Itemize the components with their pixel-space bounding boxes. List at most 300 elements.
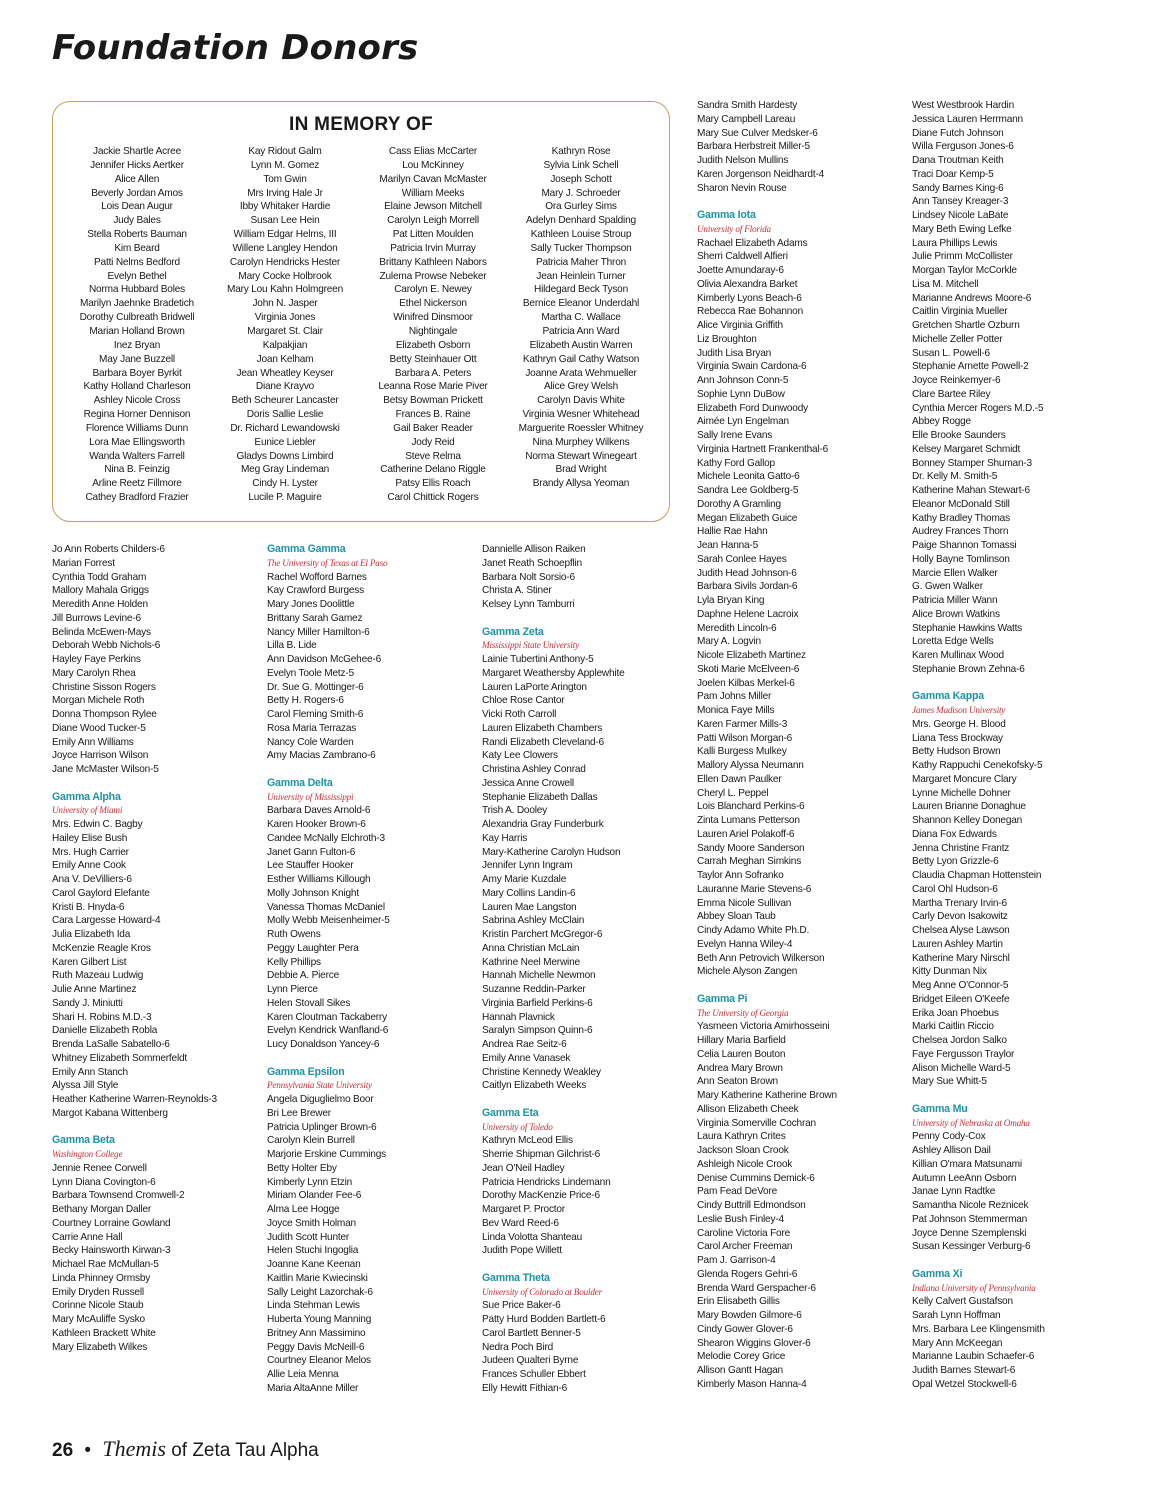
memorial-name: Winifred Dinsmoor — [393, 312, 473, 324]
donor-name: Erin Elisabeth Gillis — [697, 1296, 780, 1308]
donor-name: Faye Fergusson Traylor — [912, 1048, 1015, 1060]
donor-name: Yasmeen Victoria Amirhosseini — [697, 1021, 830, 1033]
memorial-name: Lou McKinney — [402, 159, 464, 171]
memorial-name: Cindy H. Lyster — [252, 478, 318, 490]
donor-name: Samantha Nicole Reznicek — [912, 1200, 1029, 1211]
donor-name: Saralyn Simpson Quinn-6 — [482, 1025, 593, 1037]
chapter-heading: Gamma Pi — [697, 992, 748, 1005]
donor-name: Mary Jones Doolittle — [267, 599, 355, 610]
donor-name: Kaitlin Marie Kwiecinski — [267, 1272, 368, 1284]
donor-name: Allie Leia Menna — [267, 1369, 339, 1380]
donor-name: Deborah Webb Nichols-6 — [52, 640, 161, 652]
donor-name: Kay Crawford Burgess — [267, 585, 364, 597]
donor-name: Ashleigh Nicole Crook — [697, 1158, 793, 1170]
donor-name: Judith Lisa Bryan — [697, 347, 772, 359]
donor-name: Michael Rae McMullan-5 — [52, 1259, 159, 1270]
donor-name: Jane McMaster Wilson-5 — [52, 764, 159, 775]
donor-name: Elle Brooke Saunders — [912, 430, 1006, 441]
donor-name: Mrs. Barbara Lee Klingensmith — [912, 1323, 1045, 1335]
donor-name: Judeen Qualteri Byrne — [482, 1355, 579, 1367]
donor-name: Karen Gilbert List — [52, 956, 127, 968]
memorial-name: Patsy Ellis Roach — [395, 478, 471, 490]
memorial-name: Zulema Prowse Nebeker — [379, 270, 487, 282]
donor-name: Stephanie Arnette Powell-2 — [912, 361, 1029, 373]
donor-name: Mary Elizabeth Wilkes — [52, 1341, 148, 1353]
donor-name: Esther Williams Killough — [267, 874, 371, 885]
donor-name: Denise Cummins Demick-6 — [697, 1172, 815, 1184]
donor-name: Mary Sue Culver Medsker-6 — [697, 127, 818, 139]
donor-name: Carol Gaylord Elefante — [52, 887, 150, 899]
memorial-name: Jean Heinlein Turner — [536, 270, 626, 282]
memorial-name: Norma Stewart Winegeart — [525, 450, 637, 462]
donor-name: Carrie Anne Hall — [52, 1231, 123, 1243]
donor-name: Patricia Uplinger Brown-6 — [267, 1121, 377, 1133]
donor-name: Michelle Zeller Potter — [912, 333, 1003, 345]
donor-name: Pam J. Garrison-4 — [697, 1255, 776, 1266]
donor-name: Cynthia Mercer Rogers M.D.-5 — [912, 402, 1044, 414]
memorial-name: Elaine Jewson Mitchell — [384, 201, 482, 213]
chapter-school: University of Mississippi — [267, 791, 354, 802]
chapter-school: University of Nebraska at Omaha — [912, 1117, 1030, 1128]
donor-name: Christine Kennedy Weakley — [482, 1066, 601, 1078]
donor-name: Dana Troutman Keith — [912, 155, 1004, 166]
donor-name: Lucy Donaldson Yancey-6 — [267, 1039, 380, 1050]
donor-name: Julie Anne Martinez — [52, 984, 137, 995]
donor-name: Linda Stehman Lewis — [267, 1300, 360, 1312]
donor-name: Judith Pope Willett — [482, 1245, 562, 1257]
donor-name: Ann Davidson McGehee-6 — [267, 654, 381, 665]
memorial-name: Lynn M. Gomez — [250, 159, 320, 171]
donor-name: Sandy Moore Sanderson — [697, 842, 805, 854]
donor-name: Pat Johnson Stemmerman — [912, 1213, 1028, 1225]
donor-name: Patty Hurd Bodden Bartlett-6 — [482, 1314, 606, 1325]
donor-name: Alma Lee Hogge — [267, 1204, 340, 1215]
donor-name: Lee Stauffer Hooker — [267, 860, 354, 872]
donor-name: Jennie Renee Corwell — [52, 1162, 147, 1174]
in-memory-box — [52, 101, 670, 522]
donor-name: Kalli Burgess Mulkey — [697, 746, 787, 758]
donor-name: Jackson Sloan Crook — [697, 1145, 789, 1156]
donor-name: Ruth Mazeau Ludwig — [52, 970, 144, 982]
chapter-school: University of Colorado at Boulder — [482, 1286, 602, 1297]
donor-name: Shearon Wiggins Glover-6 — [697, 1337, 811, 1349]
memorial-name: Ibby Whitaker Hardie — [239, 201, 331, 213]
memorial-name: Kim Beard — [114, 242, 160, 254]
donor-name: Joyce Harrison Wilson — [52, 750, 149, 762]
donor-name: Traci Doar Kemp-5 — [912, 168, 994, 180]
memorial-name: Alice Allen — [114, 173, 160, 185]
donor-name: Suzanne Reddin-Parker — [482, 984, 586, 995]
memorial-name: Hildegard Beck Tyson — [534, 284, 628, 296]
donor-name: Zinta Lumans Petterson — [697, 815, 800, 826]
donor-name: Hillary Maria Barfield — [697, 1035, 786, 1046]
donor-name: Mallory Alyssa Neumann — [697, 760, 804, 771]
chapter-heading: Gamma Mu — [912, 1102, 968, 1115]
donor-name: Erika Joan Phoebus — [912, 1007, 999, 1019]
donor-name: Jessica Anne Crowell — [482, 777, 574, 789]
memorial-name: Florence Williams Dunn — [85, 422, 189, 434]
donor-name: Holly Bayne Tomlinson — [912, 553, 1010, 565]
chapter-heading: Gamma Xi — [912, 1267, 963, 1280]
memorial-name: William Meeks — [401, 187, 465, 199]
memorial-name: Nightingale — [408, 325, 458, 337]
donor-name: Julia Elizabeth Ida — [52, 929, 131, 940]
memorial-name: Carol Chittick Rogers — [387, 492, 479, 504]
donor-name: Karen Hooker Brown-6 — [267, 819, 366, 830]
memorial-name: Virginia Wesner Whitehead — [522, 409, 640, 421]
donor-name: Ann Tansey Kreager-3 — [912, 196, 1009, 208]
donor-name: Barbara Nolt Sorsio-6 — [482, 571, 575, 583]
donor-name: Evelyn Toole Metz-5 — [267, 667, 354, 679]
donor-name: Miriam Olander Fee-6 — [267, 1190, 362, 1202]
donor-name: Dorothy A Gramling — [697, 498, 781, 510]
donor-name: Kathleen Brackett White — [52, 1327, 156, 1339]
donor-name: Chelsea Jordon Salko — [912, 1035, 1007, 1046]
chapter-heading: Gamma Iota — [697, 209, 756, 221]
memorial-name: Kay Ridout Galm — [248, 146, 322, 157]
donor-name: Kelsey Lynn Tamburri — [482, 599, 575, 610]
donor-name: Cindy Adamo White Ph.D. — [697, 925, 810, 936]
footer-bullet: • — [84, 1440, 92, 1461]
donor-name: Marianne Laubin Schaefer-6 — [912, 1351, 1035, 1363]
donor-name: Meg Anne O'Connor-5 — [912, 980, 1009, 991]
memorial-name: Joan Kelham — [256, 353, 314, 365]
donor-name: Brittany Sarah Gamez — [267, 612, 363, 624]
chapter-school: The University of Texas at El Paso — [267, 557, 388, 568]
donor-name: Lauren Ashley Martin — [912, 938, 1003, 950]
memorial-name: Tom Gwin — [263, 173, 307, 185]
donor-name: Diane Futch Johnson — [912, 127, 1004, 139]
donor-name: Belinda McEwen-Mays — [52, 626, 151, 638]
donor-name: Bethany Morgan Daller — [52, 1204, 152, 1215]
donor-name: Rachel Wofford Barnes — [267, 571, 367, 583]
donor-name: Marki Caitlin Riccio — [912, 1021, 994, 1033]
donor-name: Dannielle Allison Raiken — [482, 544, 586, 555]
donor-name: Kathy Ford Gallop — [697, 457, 775, 469]
donor-column-5 — [912, 99, 1112, 1392]
donor-name: Britney Ann Massimino — [267, 1327, 366, 1339]
donor-name: Pam Johns Miller — [697, 691, 772, 703]
donor-name: Molly Johnson Knight — [267, 887, 359, 899]
memorial-name: Beth Scheurer Lancaster — [231, 395, 339, 407]
donor-name: Michele Leonita Gatto-6 — [697, 471, 800, 483]
memory-heading: IN MEMORY OF — [289, 114, 433, 135]
donor-name: Mary Collins Landin-6 — [482, 887, 576, 899]
donor-name: Allison Gantt Hagan — [697, 1365, 783, 1376]
memorial-name: Margaret St. Clair — [247, 325, 323, 337]
donor-name: Olivia Alexandra Barket — [697, 278, 798, 290]
donor-name: Peggy Laughter Pera — [267, 942, 359, 954]
donor-name: Carrah Meghan Simkins — [697, 856, 802, 868]
donor-name: Lynne Michelle Dohner — [912, 787, 1011, 799]
donor-name: Andrea Rae Seitz-6 — [482, 1039, 567, 1050]
donor-name: Frances Schuller Ebbert — [482, 1369, 586, 1380]
donor-name: Lynn Diana Covington-6 — [52, 1176, 156, 1188]
memorial-name: Lucile P. Maguire — [248, 492, 322, 504]
donor-name: Alice Virginia Griffith — [697, 320, 783, 331]
memorial-name: Regina Horner Dennison — [83, 409, 191, 421]
donor-name: West Westbrook Hardin — [912, 100, 1015, 111]
donor-name: Shari H. Robins M.D.-3 — [52, 1011, 152, 1023]
chapter-heading: Gamma Beta — [52, 1134, 115, 1147]
donor-name: Michele Alyson Zangen — [697, 966, 798, 978]
donor-name: Jean O'Neil Hadley — [482, 1162, 565, 1174]
donor-name: Abbey Rogge — [912, 416, 971, 428]
donor-name: Mrs. Hugh Carrier — [52, 846, 129, 858]
donor-name: Kathrine Neel Merwine — [482, 956, 580, 968]
memorial-name: Marilyn Cavan McMaster — [379, 173, 487, 185]
donor-name: Julie Primm McCollister — [912, 251, 1013, 263]
donor-name: Megan Elizabeth Guice — [697, 512, 798, 524]
donor-name: Lauren Mae Langston — [482, 901, 577, 913]
donor-name: Trish A. Dooley — [482, 805, 548, 817]
donor-name: Alexandria Gray Funderburk — [482, 819, 604, 830]
donor-name: Mary McAuliffe Sysko — [52, 1314, 145, 1325]
memorial-name: Ora Gurley Sims — [545, 201, 617, 213]
donor-name: Helen Stovall Sikes — [267, 997, 351, 1009]
donor-name: Donna Thompson Rylee — [52, 709, 157, 720]
donor-name: Gretchen Shartle Ozburn — [912, 320, 1020, 331]
chapter-heading: Gamma Zeta — [482, 625, 544, 638]
memorial-name: May Jane Buzzell — [99, 353, 175, 365]
donor-name: Rosa Maria Terrazas — [267, 722, 357, 734]
donor-name: Elly Hewitt Fithian-6 — [482, 1382, 567, 1394]
donor-name: Judith Head Johnson-6 — [697, 567, 797, 579]
donor-name: Joyce Smith Holman — [267, 1217, 356, 1229]
memory-column-2 — [205, 145, 365, 505]
donor-name: Vanessa Thomas McDaniel — [267, 901, 385, 913]
donor-name: Mrs. George H. Blood — [912, 718, 1006, 730]
memorial-name: Ashley Nicole Cross — [93, 395, 181, 407]
donor-name: Ellen Dawn Paulker — [697, 773, 782, 785]
donor-name: Chelsea Alyse Lawson — [912, 925, 1010, 936]
donor-name: Stephanie Hawkins Watts — [912, 622, 1023, 634]
donor-name: Kristi B. Hnyda-6 — [52, 901, 125, 913]
donor-name: Candee McNally Elchroth-3 — [267, 832, 385, 844]
donor-name: Dr. Kelly M. Smith-5 — [912, 471, 998, 483]
chapter-heading: Gamma Epsilon — [267, 1065, 345, 1078]
memorial-name: Leanna Rose Marie Piver — [378, 381, 488, 393]
donor-name: Linda Phinney Ormsby — [52, 1272, 151, 1284]
section-spacer — [697, 979, 907, 993]
donor-name: Killian O'mara Matsunami — [912, 1158, 1022, 1170]
donor-name: Taylor Ann Sofranko — [697, 870, 784, 881]
donor-name: Betty Lyon Grizzle-6 — [912, 856, 999, 868]
donor-name: Sally Leight Lazorchak-6 — [267, 1286, 373, 1298]
donor-name: Corinne Nicole Staub — [52, 1300, 144, 1312]
donor-name: Carol Fleming Smith-6 — [267, 709, 364, 720]
donor-name: Jessica Lauren Herrmann — [912, 113, 1023, 125]
chapter-school: University of Toledo — [482, 1121, 553, 1132]
chapter-heading: Gamma Eta — [482, 1106, 539, 1119]
donor-name: Judith Nelson Mullins — [697, 155, 789, 166]
donor-name: Betty Hudson Brown — [912, 746, 1001, 758]
donor-name: Barbara Daves Arnold-6 — [267, 805, 371, 817]
memorial-name: Dorothy Culbreath Bridwell — [79, 312, 195, 324]
donor-name: Sharon Nevin Rouse — [697, 182, 787, 194]
donor-name: Hayley Faye Perkins — [52, 654, 141, 665]
section-spacer — [52, 777, 262, 791]
memorial-name: Betty Steinhauer Ott — [389, 353, 477, 365]
donor-name: Judith Scott Hunter — [267, 1231, 350, 1243]
donor-name: Beth Ann Petrovich Wilkerson — [697, 952, 825, 964]
memorial-name: Dr. Richard Lewandowski — [230, 422, 340, 434]
memorial-name: Brittany Kathleen Nabors — [379, 256, 487, 268]
donor-name: Alison Michelle Ward-5 — [912, 1062, 1011, 1074]
chapter-school: Mississippi State University — [482, 640, 579, 651]
donor-name: Kathy Rappuchi Cenekofsky-5 — [912, 760, 1043, 771]
donor-name: Cheryl L. Peppel — [697, 787, 769, 799]
donor-name: Sabrina Ashley McClain — [482, 915, 585, 927]
donor-name: Karen Farmer Mills-3 — [697, 718, 788, 730]
memorial-name: Martha C. Wallace — [541, 312, 621, 324]
memorial-name: Doris Sallie Leslie — [246, 409, 324, 421]
chapter-school: Washington College — [52, 1149, 123, 1159]
donor-name: Carol Ohl Hudson-6 — [912, 883, 998, 895]
memorial-name: Kathryn Gail Cathy Watson — [522, 353, 640, 365]
memorial-name: Jody Reid — [411, 436, 455, 448]
donor-name: Margaret Weathersby Applewhite — [482, 667, 625, 679]
donor-name: Joyce Reinkemyer-6 — [912, 375, 1001, 386]
donor-name: Christa A. Stiner — [482, 585, 552, 597]
section-spacer — [697, 195, 907, 209]
donor-name: Sally Irene Evans — [697, 430, 773, 441]
donor-name: Marianne Andrews Moore-6 — [912, 292, 1032, 304]
donor-name: Randi Elizabeth Cleveland-6 — [482, 736, 604, 748]
section-spacer — [482, 1093, 692, 1107]
section-spacer — [912, 1089, 1112, 1103]
memorial-name: Cass Elias McCarter — [388, 146, 478, 157]
donor-name: Katherine Mahan Stewart-6 — [912, 485, 1030, 496]
donor-name: Emily Dryden Russell — [52, 1286, 144, 1298]
donor-name: Pam Fead DeVore — [697, 1186, 778, 1198]
donor-name: Margot Kabana Wittenberg — [52, 1107, 168, 1119]
chapter-school: Indiana University of Pennsylvania — [912, 1282, 1036, 1293]
donor-name: Karen Cloutman Tackaberry — [267, 1011, 387, 1023]
donor-name: Mary-Katherine Carolyn Hudson — [482, 846, 621, 858]
donor-name: Mallory Mahala Griggs — [52, 585, 149, 597]
donor-name: Patricia Hendricks Lindemann — [482, 1176, 611, 1188]
donor-name: Elizabeth Ford Dunwoody — [697, 402, 808, 414]
donor-name: Virginia Hartnett Frankenthal-6 — [697, 443, 829, 455]
donor-name: Anna Christian McLain — [482, 942, 580, 954]
memorial-name: Frances B. Raine — [395, 409, 471, 421]
donor-name: Sarah Lynn Hoffman — [912, 1310, 1001, 1321]
donor-name: Alyssa Jill Style — [52, 1080, 119, 1092]
donor-name: Sue Price Baker-6 — [482, 1300, 561, 1312]
donor-name: Kimberly Mason Hanna-4 — [697, 1378, 807, 1390]
donor-name: Shannon Kelley Donegan — [912, 815, 1023, 826]
donor-name: Carol Bartlett Benner-5 — [482, 1327, 581, 1339]
donor-name: Hannah Michelle Newmon — [482, 970, 596, 982]
donor-name: Evelyn Hanna Wiley-4 — [697, 938, 793, 950]
donor-name: Cara Largesse Howard-4 — [52, 915, 161, 927]
donor-name: Celia Lauren Bouton — [697, 1048, 786, 1060]
donor-name: G. Gwen Walker — [912, 581, 983, 593]
donor-name: Jill Burrows Levine-6 — [52, 612, 141, 624]
donor-name: Mary Bowden Gilmore-6 — [697, 1310, 802, 1321]
donor-name: Penny Cody-Cox — [912, 1131, 986, 1143]
donor-name: Opal Wetzel Stockwell-6 — [912, 1378, 1017, 1390]
section-spacer — [482, 612, 692, 626]
donor-name: Lisa M. Mitchell — [912, 278, 979, 290]
donor-name: Lauren Ariel Polakoff-6 — [697, 828, 795, 840]
donor-name: Kay Harris — [482, 832, 528, 844]
memorial-name: Wanda Walters Farrell — [89, 450, 185, 462]
section-spacer — [267, 1052, 477, 1066]
donor-name: Sherri Caldwell Alfieri — [697, 251, 788, 263]
page-title: Foundation Donors — [52, 28, 419, 68]
donor-name: Joanne Kane Keenan — [267, 1259, 361, 1270]
donor-name: Amy Macias Zambrano-6 — [267, 750, 376, 762]
donor-name: Sarah Conlee Hayes — [697, 553, 787, 565]
memorial-name: Carolyn Leigh Morrell — [387, 215, 479, 227]
donor-name: Ann Johnson Conn-5 — [697, 375, 789, 386]
donor-name: Katherine Mary Nirschl — [912, 952, 1010, 964]
donor-name: Bev Ward Reed-6 — [482, 1217, 559, 1229]
donor-name: Diana Fox Edwards — [912, 828, 997, 840]
donor-name: Danielle Elizabeth Robla — [52, 1025, 158, 1037]
donor-name: Daphne Helene Lacroix — [697, 608, 799, 620]
donor-name: Marian Forrest — [52, 557, 115, 569]
donor-name: Patricia Miller Wann — [912, 595, 998, 606]
section-spacer — [912, 677, 1112, 691]
donor-name: Rebecca Rae Bohannon — [697, 306, 803, 318]
donor-name: Courtney Eleanor Melos — [267, 1355, 371, 1367]
donor-name: Dr. Sue G. Mottinger-6 — [267, 681, 364, 693]
memorial-name: Carolyn Davis White — [537, 395, 625, 407]
donor-name: Emily Ann Williams — [52, 736, 134, 748]
donor-name: Karen Jorgenson Neidhardt-4 — [697, 168, 825, 180]
chapter-school: University of Florida — [697, 223, 771, 234]
memorial-name: Nina Murphey Wilkens — [532, 436, 630, 448]
memorial-name: Kathy Holland Charleson — [83, 381, 191, 393]
donor-name: Stephanie Elizabeth Dallas — [482, 791, 598, 803]
donor-name: McKenzie Reagle Kros — [52, 942, 151, 954]
memorial-name: Judy Bales — [113, 215, 161, 227]
donor-name: Molly Webb Meisenheimer-5 — [267, 915, 390, 927]
donor-name: Liz Broughton — [697, 333, 757, 345]
memorial-name: Lora Mae Ellingsworth — [89, 436, 185, 448]
donor-name: Christine Sisson Rogers — [52, 681, 156, 693]
donor-name: Carolyn Klein Burrell — [267, 1135, 355, 1147]
donor-name: Judith Barnes Stewart-6 — [912, 1365, 1016, 1376]
chapter-heading: Gamma Theta — [482, 1271, 550, 1284]
donor-name: Morgan Taylor McCorkle — [912, 265, 1017, 276]
chapter-school: University of Miami — [52, 805, 123, 816]
memorial-name: Jean Wheatley Keyser — [236, 367, 334, 379]
donor-name: Lainie Tubertini Anthony-5 — [482, 654, 594, 665]
donor-name: Leslie Bush Finley-4 — [697, 1213, 784, 1225]
donor-name: Joette Amundaray-6 — [697, 265, 784, 276]
section-spacer — [52, 1121, 262, 1135]
memorial-name: Catherine Delano Riggle — [380, 464, 486, 476]
memorial-name: William Edgar Helms, III — [233, 229, 337, 241]
donor-name: Bridget Eileen O'Keefe — [912, 993, 1010, 1005]
donor-name: Betty H. Rogers-6 — [267, 695, 344, 707]
donor-name: Andrea Mary Brown — [697, 1062, 783, 1074]
donor-name: Glenda Rogers Gehri-6 — [697, 1268, 798, 1280]
donor-name: Janet Reath Schoepflin — [482, 557, 582, 569]
memorial-name: Willene Langley Hendon — [232, 242, 338, 254]
donor-name: Whitney Elizabeth Sommerfeldt — [52, 1052, 188, 1064]
donor-name: Barbara Townsend Cromwell-2 — [52, 1190, 185, 1202]
donor-name: Laura Kathryn Crites — [697, 1131, 786, 1143]
donor-name: Angela Diguglielmo Boor — [267, 1094, 374, 1105]
donor-name: Virginia Barfield Perkins-6 — [482, 997, 593, 1009]
donor-name: Kitty Dunman Nix — [912, 966, 987, 978]
memorial-name: Betsy Bowman Prickett — [383, 395, 483, 407]
